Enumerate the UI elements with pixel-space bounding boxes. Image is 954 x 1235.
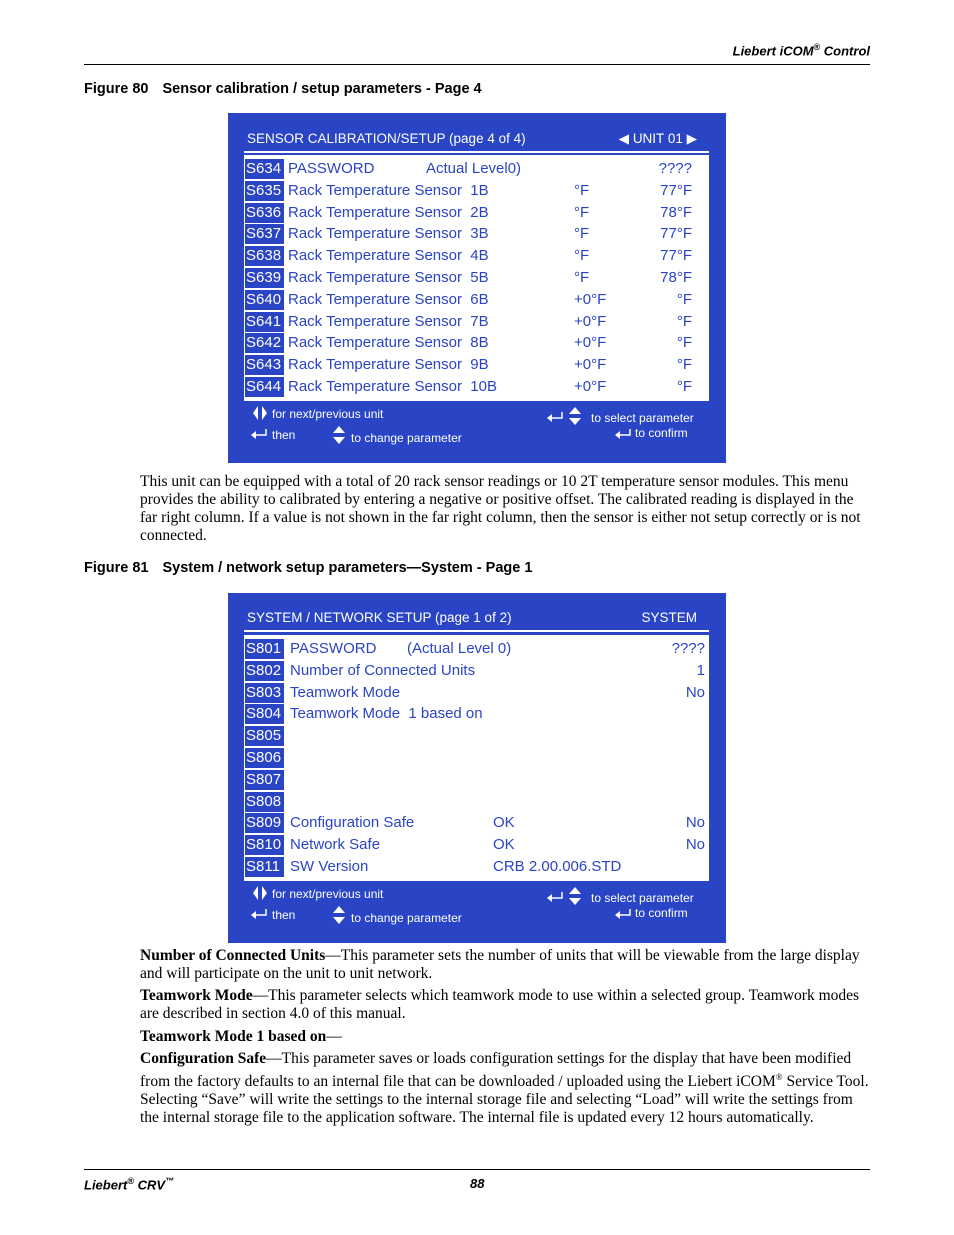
footer-rule	[84, 1169, 870, 1170]
parameter-row[interactable]	[244, 202, 709, 224]
parameter-row[interactable]	[244, 703, 709, 725]
parameter-code: S808	[245, 792, 284, 812]
parameter-label: Rack Temperature Sensor 9B	[288, 356, 489, 374]
header-title: Liebert iCOM	[732, 43, 814, 59]
parameter-reading: 77°F	[660, 181, 692, 199]
parameter-label: Rack Temperature Sensor 2B	[288, 203, 489, 221]
parameter-label: Rack Temperature Sensor 4B	[288, 247, 489, 265]
help-change: to change parameter	[351, 911, 462, 925]
definition-term: Number of Connected Units	[140, 947, 326, 964]
figure-80-caption	[84, 81, 482, 97]
parameter-label: Number of Connected Units	[290, 661, 476, 679]
parameter-row[interactable]	[244, 311, 709, 333]
figure-80-panel	[228, 113, 726, 463]
unit-label: UNIT 01	[632, 131, 683, 146]
parameter-label: Rack Temperature Sensor 1B	[288, 181, 489, 199]
parameter-label: Rack Temperature Sensor 7B	[288, 312, 489, 330]
parameter-label: Rack Temperature Sensor 5B	[288, 269, 489, 286]
parameter-code: S638	[245, 246, 284, 266]
parameter-value: OK	[493, 836, 515, 854]
up-down-arrows-icon	[568, 886, 582, 906]
figure-81-panel	[228, 593, 726, 943]
parameter-row[interactable]	[244, 791, 709, 813]
enter-icon	[614, 908, 632, 920]
parameter-value: °F	[574, 181, 590, 199]
footer-reg: ®	[127, 1176, 134, 1186]
parameter-code: S803	[245, 683, 284, 703]
parameter-value: °F	[574, 203, 590, 221]
parameter-label: Rack Temperature Sensor 6B	[288, 290, 489, 308]
parameter-reading: °F	[676, 290, 692, 308]
parameter-row[interactable]	[244, 682, 709, 704]
figure-81-caption-text: System / network setup parameters—System - Page 1	[162, 560, 533, 576]
parameter-row[interactable]	[244, 638, 709, 660]
parameter-code: S635	[245, 181, 284, 201]
parameter-code: S807	[245, 770, 284, 790]
parameter-code: S809	[245, 813, 284, 833]
definition-connected-units	[140, 947, 870, 983]
parameter-code: S802	[245, 661, 284, 681]
parameter-value: +0°F	[574, 290, 607, 308]
enter-icon	[250, 428, 268, 440]
parameter-reading: ????	[671, 640, 705, 657]
help-then: then	[272, 428, 296, 442]
parameter-reading: °F	[676, 356, 692, 374]
parameter-value: +0°F	[574, 312, 607, 330]
enter-icon	[250, 908, 268, 920]
parameter-row[interactable]	[244, 725, 709, 747]
arrow-left-icon[interactable]: ◀	[618, 131, 630, 146]
help-select: to select parameter	[591, 891, 694, 905]
parameter-label: Rack Temperature Sensor 10B	[288, 378, 497, 395]
definition-text: —This parameter saves or loads configuration settings for the display that have been modified from the factory defaults to an internal file that can be downloaded / uploaded using the Liebert iCOM	[140, 1050, 852, 1091]
parameter-row[interactable]	[244, 223, 709, 245]
header-suffix: Control	[820, 43, 870, 59]
parameter-value: °F	[574, 269, 590, 286]
parameter-code: S641	[245, 312, 284, 332]
up-down-arrows-icon	[568, 406, 582, 426]
parameter-reading: No	[685, 836, 705, 854]
left-right-arrows-icon	[252, 405, 268, 421]
figure-80-screen	[244, 155, 709, 399]
help-confirm: to confirm	[635, 426, 688, 440]
unit-selector[interactable]	[619, 127, 697, 151]
definition-text: —	[326, 1028, 342, 1045]
system-label: SYSTEM	[641, 610, 697, 625]
parameter-row[interactable]	[244, 267, 709, 289]
definition-teamwork-mode	[140, 987, 870, 1023]
parameter-reading: 77°F	[660, 247, 692, 265]
parameter-reading: 77°F	[660, 225, 692, 243]
parameter-note: Actual Level0)	[426, 160, 522, 177]
parameter-reading: °F	[676, 312, 692, 330]
figure-80-help-footer	[244, 399, 709, 459]
parameter-code: S810	[245, 835, 284, 855]
definition-configuration-safe	[140, 1050, 870, 1127]
figure-81-title-bar	[244, 606, 709, 632]
figure-81-screen	[244, 635, 709, 879]
parameter-value: +0°F	[574, 356, 607, 374]
parameter-value: +0°F	[574, 334, 607, 352]
parameter-value: CRB 2.00.006.STD	[493, 858, 622, 875]
enter-icon	[614, 428, 632, 440]
parameter-label: Rack Temperature Sensor 8B	[288, 334, 489, 352]
parameter-label: Configuration Safe	[290, 814, 415, 832]
help-change: to change parameter	[351, 431, 462, 445]
parameter-row[interactable]	[244, 834, 709, 856]
parameter-code: S801	[245, 639, 284, 659]
parameter-row[interactable]	[244, 376, 709, 398]
parameter-reading: °F	[676, 334, 692, 352]
up-down-arrows-icon	[332, 425, 346, 445]
help-nav: for next/previous unit	[272, 887, 384, 901]
parameter-value: +0°F	[574, 378, 607, 395]
definition-text: —This parameter selects which teamwork mode to use within a selected group. Teamwork modes are described in section 4.0 of this manual.	[140, 987, 860, 1022]
page-footer-brand	[84, 1176, 174, 1192]
parameter-code: S644	[245, 377, 284, 397]
figure-81-help-footer	[244, 879, 709, 939]
parameter-reading: No	[685, 814, 705, 832]
parameter-reading: ????	[658, 160, 692, 177]
enter-icon	[546, 411, 564, 423]
screen-title: SYSTEM / NETWORK SETUP (page 1 of 2)	[247, 610, 512, 625]
parameter-label: PASSWORD	[290, 640, 377, 657]
parameter-label: Network Safe	[290, 836, 381, 854]
parameter-reading: 78°F	[660, 269, 692, 286]
footer-product: CRV	[133, 1177, 166, 1193]
parameter-row[interactable]	[244, 747, 709, 769]
footer-tm: ™	[165, 1176, 175, 1186]
figure-81-caption	[84, 560, 532, 576]
parameter-code: S636	[245, 203, 284, 223]
parameter-label: SW Version	[290, 858, 369, 875]
parameter-code: S642	[245, 333, 284, 353]
arrow-right-icon[interactable]: ▶	[686, 131, 697, 146]
screen-title: SENSOR CALIBRATION/SETUP (page 4 of 4)	[247, 131, 526, 146]
parameter-code: S805	[245, 726, 284, 746]
definition-reg: ®	[775, 1072, 783, 1082]
header-reg: ®	[813, 42, 821, 52]
parameter-row[interactable]	[244, 354, 709, 376]
parameter-row[interactable]	[244, 332, 709, 354]
figure-80-number: Figure 80	[84, 81, 149, 97]
parameter-label: Teamwork Mode 1 based on	[290, 705, 483, 723]
parameter-code: S804	[245, 704, 284, 724]
figure-80-caption-text: Sensor calibration / setup parameters - Page 4	[162, 81, 482, 97]
paragraph-sensor-description: This unit can be equipped with a total of 20 rack sensor readings or 10 2T temperature sensor modules. This menu provides the ability to calibrated by entering a negative or positive offset. The calibrated reading is displayed in the far right column. If a value is not shown in the far right column, then the sensor is either not setup correctly or is not connected.	[140, 473, 861, 544]
footer-brand: Liebert	[84, 1177, 128, 1193]
definition-teamwork-mode-1	[140, 1028, 870, 1046]
figure-80-title-bar	[244, 127, 709, 153]
help-nav: for next/previous unit	[272, 407, 384, 421]
page-number: 88	[470, 1176, 485, 1191]
parameter-row[interactable]	[244, 289, 709, 311]
figure-81-number: Figure 81	[84, 560, 149, 576]
parameter-code: S643	[245, 355, 284, 375]
parameter-row[interactable]	[244, 158, 709, 180]
help-then: then	[272, 908, 296, 922]
parameter-row[interactable]	[244, 660, 709, 682]
parameter-code: S640	[245, 290, 284, 310]
up-down-arrows-icon	[332, 905, 346, 925]
help-confirm: to confirm	[635, 906, 688, 920]
enter-icon	[546, 891, 564, 903]
parameter-reading: °F	[676, 378, 692, 395]
parameter-value: °F	[574, 225, 590, 243]
parameter-label: Rack Temperature Sensor 3B	[288, 225, 489, 243]
parameter-row[interactable]	[244, 180, 709, 202]
parameter-reading: 1	[696, 661, 705, 679]
parameter-row[interactable]	[244, 812, 709, 834]
parameter-label: PASSWORD	[288, 160, 375, 177]
parameter-label: Teamwork Mode	[290, 683, 401, 701]
definition-term: Teamwork Mode 1 based on	[140, 1028, 327, 1045]
definition-term: Configuration Safe	[140, 1050, 267, 1067]
parameter-note: (Actual Level 0)	[407, 640, 512, 657]
parameter-value: °F	[574, 247, 590, 265]
parameter-code: S639	[245, 268, 284, 288]
left-right-arrows-icon	[252, 885, 268, 901]
parameter-row[interactable]	[244, 856, 709, 878]
parameter-row[interactable]	[244, 245, 709, 267]
definition-text-cont: Service Tool. Selecting “Save” will write the settings to the internal storage file and selecting “Load” will write the settings from the internal storage file to the application software. The internal file is updated every 12 hours automatically.	[140, 1073, 869, 1127]
parameter-value: OK	[493, 814, 515, 832]
parameter-code: S806	[245, 748, 284, 768]
parameter-code: S637	[245, 224, 284, 244]
header-rule	[84, 64, 870, 65]
parameter-reading: 78°F	[660, 203, 692, 221]
parameter-reading: No	[685, 683, 705, 701]
parameter-code: S634	[245, 159, 284, 179]
help-select: to select parameter	[591, 411, 694, 425]
parameter-code: S811	[245, 857, 284, 877]
definition-text: —This parameter sets the number of units that will be viewable from the large display and will participate on the unit to unit network.	[140, 947, 860, 982]
definition-term: Teamwork Mode	[140, 987, 253, 1004]
parameter-row[interactable]	[244, 769, 709, 791]
page-header	[733, 42, 870, 58]
